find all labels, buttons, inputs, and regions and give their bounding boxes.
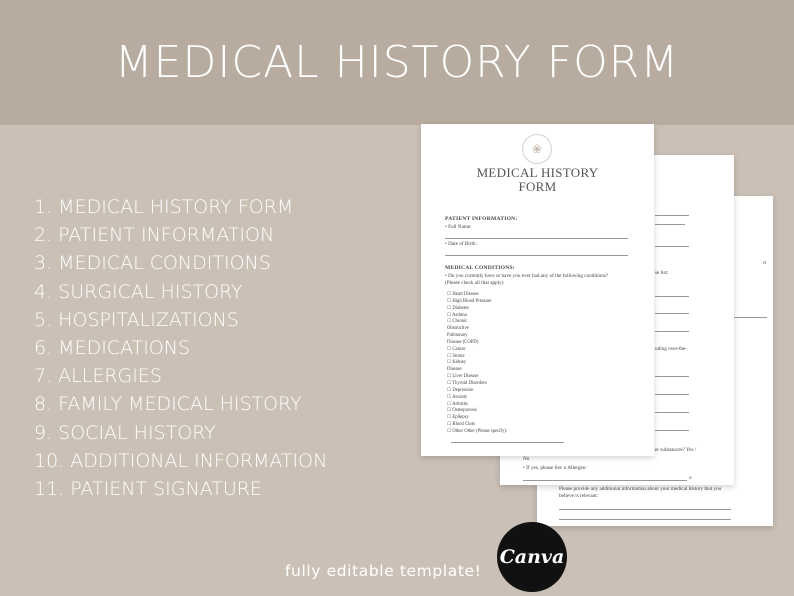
contents-item: 4. SURGICAL HISTORY <box>34 280 243 303</box>
text-fragment: se list: <box>655 270 669 276</box>
list-item: ☐ Anxiety <box>447 394 468 400</box>
list-item: ☐ Depression <box>447 387 474 393</box>
contents-item: 1. MEDICAL HISTORY FORM <box>34 196 294 218</box>
section-heading: MEDICAL CONDITIONS: <box>445 265 515 271</box>
answer-line <box>559 519 731 520</box>
text-fragment: rt <box>763 260 767 266</box>
form-title: FORM <box>518 179 557 194</box>
contents-item: 6. MEDICATIONS <box>34 337 191 360</box>
list-item: ☐ Osteoporosis <box>447 408 477 414</box>
list-item: ☐ Epilepsy <box>447 415 469 421</box>
list-item: ☐ Stroke <box>447 353 465 359</box>
answer-line <box>655 296 689 297</box>
page-title: MEDICAL HISTORY FORM <box>114 37 680 88</box>
canva-logo-badge <box>497 522 567 592</box>
list-item: Disease (COPD) <box>447 339 479 345</box>
additional-info-text: Please provide any additional information about your medical history that you <box>559 486 722 492</box>
answer-line <box>655 394 689 395</box>
allergies-label: • If yes, please list: o Allergen: <box>523 465 587 471</box>
list-item: ☐ Blood Clots <box>447 422 475 428</box>
answer-line <box>445 238 628 239</box>
list-item: Pulmonary <box>447 333 468 339</box>
form-title: MEDICAL HISTORY <box>476 165 599 180</box>
list-item: ☐ Liver Disease <box>447 374 479 380</box>
list-item: Obstructive <box>447 326 469 332</box>
additional-info-text: believe is relevant: <box>559 493 599 499</box>
text-fragment: uding over-the- <box>655 346 688 352</box>
contents-item: 10. ADDITIONAL INFORMATION <box>34 449 328 472</box>
question-text: (Please check all that apply) <box>445 280 504 286</box>
list-item: ☐ High Blood Pressure <box>447 298 492 304</box>
canva-logo: Canva <box>499 546 565 568</box>
title-banner <box>0 0 794 125</box>
answer-line <box>655 246 689 247</box>
answer-line <box>655 215 689 216</box>
list-item: ☐ Other Other (Please specify): <box>447 428 508 434</box>
answer-line <box>523 480 687 481</box>
floral-crest-icon: ❀ <box>522 134 552 164</box>
answer-line <box>655 376 689 377</box>
form-page-front <box>421 124 654 456</box>
answer-line <box>655 430 689 431</box>
list-item: ☐ Thyroid Disorders <box>447 380 487 386</box>
list-item: ☐ Heart Disease <box>447 292 479 297</box>
conditions-checklist <box>447 292 507 436</box>
answer-line <box>655 412 689 413</box>
contents-item: 8. FAMILY MEDICAL HISTORY <box>34 393 302 416</box>
contents-item: 2. PATIENT INFORMATION <box>34 224 275 247</box>
answer-line <box>559 509 731 510</box>
contents-item: 7. ALLERGIES <box>34 365 162 388</box>
answer-line <box>655 224 685 225</box>
field-label: • Full Name: <box>445 224 472 230</box>
answer-line <box>655 331 689 332</box>
contents-item: 5. HOSPITALIZATIONS <box>34 308 239 331</box>
answer-line <box>655 313 689 314</box>
list-item: Disease <box>447 367 462 373</box>
question-text: • Do you currently have or have you ever had any of the following conditions? <box>445 273 609 279</box>
field-label: • Date of Birth: <box>445 241 477 247</box>
list-item: ☐ Arthritis <box>447 401 468 407</box>
list-item: ☐ Cancer <box>447 346 466 352</box>
text-fragment: er substances? Yes / <box>655 447 697 453</box>
section-heading: PATIENT INFORMATION: <box>445 216 518 222</box>
list-item: ☐ Diabetes <box>447 305 469 311</box>
contents-list <box>34 193 327 503</box>
contents-item: 11. PATIENT SIGNATURE <box>34 478 262 501</box>
text-fragment: o <box>689 475 692 481</box>
answer-line <box>733 317 767 318</box>
answer-line <box>451 442 564 443</box>
text-fragment: No <box>523 456 530 462</box>
tagline: fully editable template! <box>285 562 482 580</box>
contents-item: 3. MEDICAL CONDITIONS <box>34 252 271 275</box>
list-item: ☐ Kidney <box>447 360 467 366</box>
contents-item: 9. SOCIAL HISTORY <box>34 421 216 444</box>
list-item: ☐ Asthma <box>447 312 467 318</box>
answer-line <box>445 255 628 256</box>
list-item: ☐ Chronic <box>447 319 468 325</box>
